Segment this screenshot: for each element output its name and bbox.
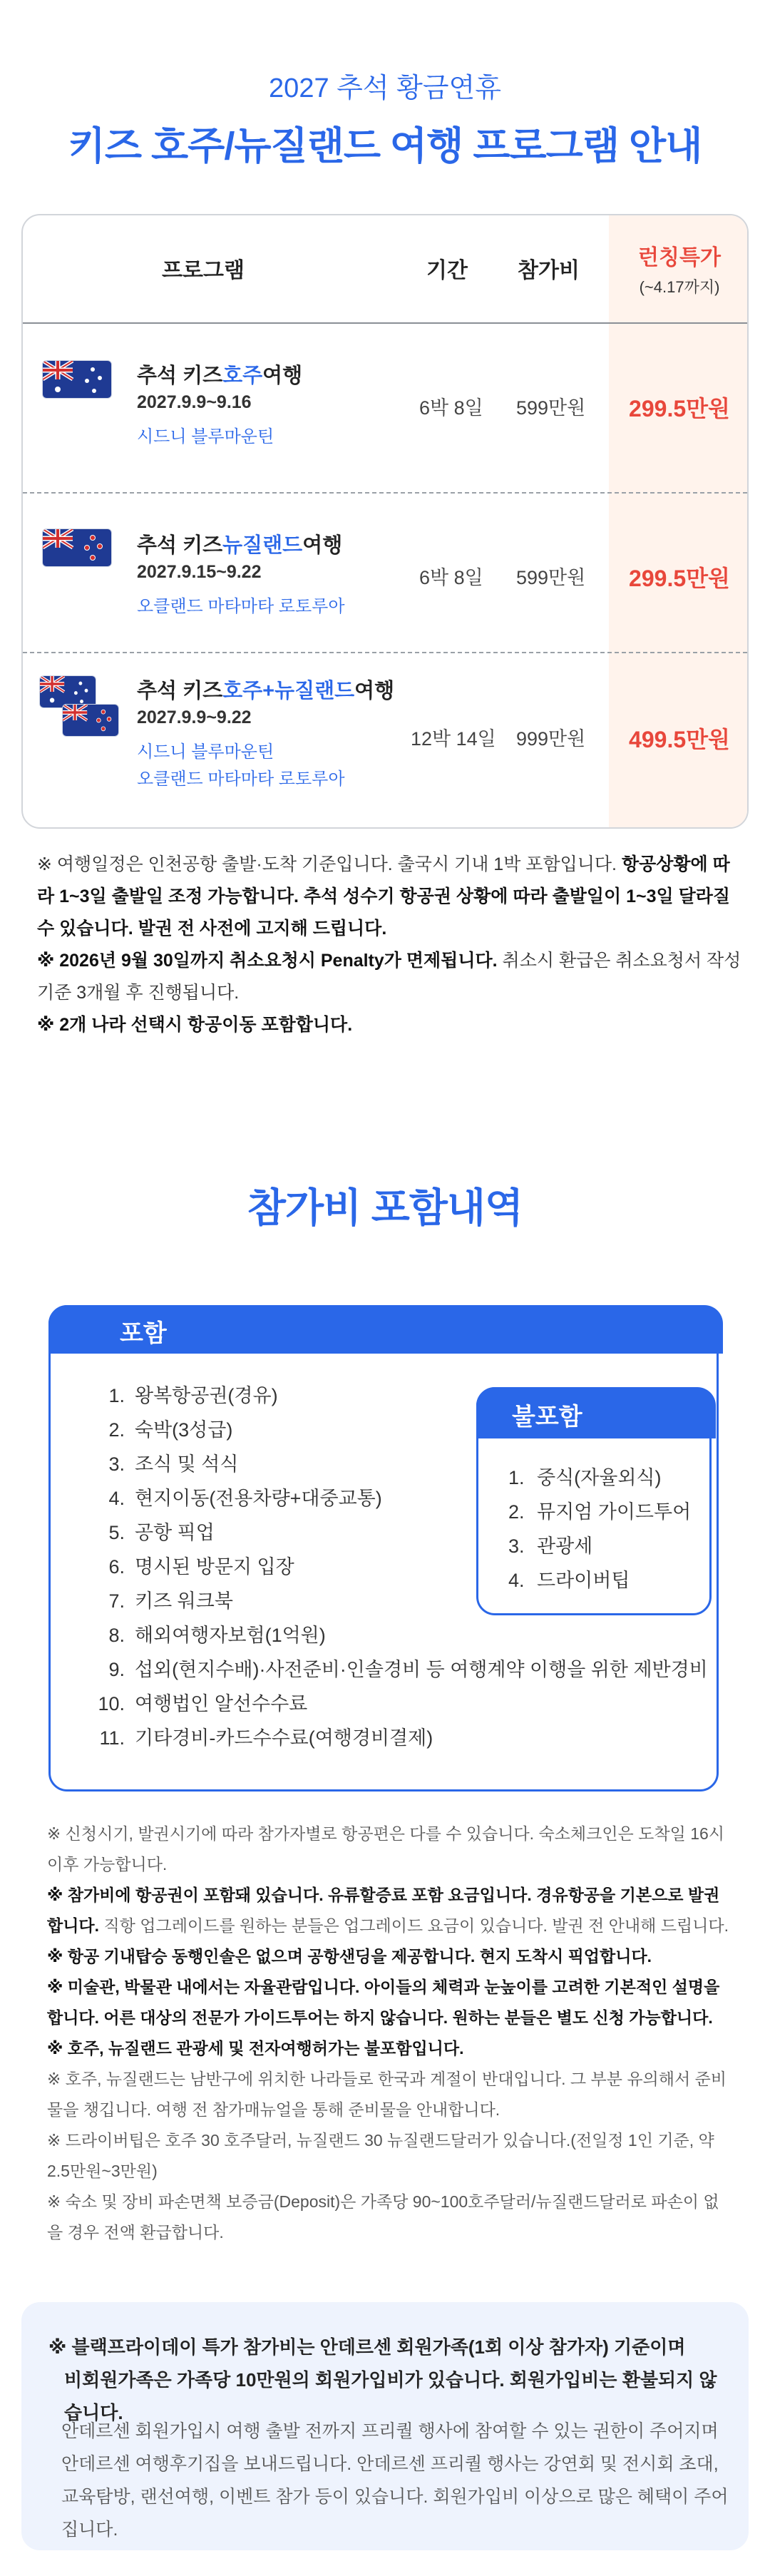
note-deposit: ※ 숙소 및 장비 파손면책 보증금(Deposit)은 가족당 90~100호주달러/뉴질랜드달러로 파손이 없을 경우 전액 환급합니다.: [47, 2192, 719, 2242]
page-subtitle: 2027 추석 황금연휴: [269, 73, 501, 103]
excluded-list: [508, 1461, 691, 1598]
row-price: 999만원: [516, 728, 586, 750]
header-program: 프로그램: [162, 259, 245, 282]
note-driver-tip: ※ 드라이버팁은 호주 30 호주달러, 뉴질랜드 30 뉴질랜드달러가 있습니다.(전일정 1인 기준, 약 2.5만원~3만원): [47, 2131, 714, 2180]
list-item: 2. 숙박(3성급): [108, 1419, 233, 1441]
included-header: [48, 1305, 723, 1354]
row-duration: 6박 8일: [419, 567, 483, 588]
inclusions-title: 참가비 포함내역: [247, 1185, 523, 1230]
excluded-header: [476, 1387, 716, 1438]
row-place: 오클랜드 마타마타 로토루아: [137, 597, 345, 616]
note-museum: ※ 미술관, 박물관 내에서는 자율관람입니다. 아이들의 체력과 눈높이를 고려한 기본적인 설명을 합니다. 어른 대상의 전문가 가이드투어는 하지 않습니다. 원하는 분들은 별도 신청 가능합니다.: [47, 1978, 720, 2027]
row-date: 2027.9.9~9.16: [137, 392, 252, 412]
table-row: [23, 653, 747, 829]
row-title: 추석 키즈뉴질랜드여행: [137, 534, 343, 557]
list-item: 3. 조식 및 석식: [108, 1453, 239, 1475]
row-launch-price: 499.5만원: [629, 727, 730, 752]
list-item: 2. 뮤지엄 가이드투어: [508, 1501, 692, 1523]
australia-flag-icon: [43, 361, 111, 398]
list-item: 5. 공항 픽업: [108, 1522, 215, 1543]
row-launch-price: 299.5만원: [629, 566, 730, 591]
note-schedule: ※ 여행일정은 인천공항 출발·도착 기준입니다. 출국시 기내 1박 포함입니다. 항공상황에 따라 1~3일 출발일 조정 가능합니다. 추석 성수기 항공권 상황에 따라 출발일이 1~3일 달라질 수 있습니다. 발권 전 사전에 고지해 드립니다.: [37, 854, 731, 939]
membership-benefits: 안데르센 회원가입시 여행 출발 전까지 프리퀄 행사에 참여할 수 있는 권한이 주어지며 안데르센 여행후기집을 보내드립니다. 안데르센 프리퀄 행사는 강연회 및 전시회 초대, 교육탐방, 랜선여행, 이벤트 참가 등이 있습니다. 회원가입비 이상으로 많은 혜택이 주어집니다.: [61, 2421, 729, 2540]
list-item: 11. 기타경비-카드수수료(여행경비결제): [99, 1727, 433, 1749]
note-escort: ※ 항공 기내탑승 동행인솔은 없으며 공항샌딩을 제공합니다. 현지 도착시 픽업합니다.: [47, 1947, 652, 1966]
header-launch-deadline: (~4.17까지): [639, 278, 720, 296]
row-place: 시드니 블루마운틴: [137, 427, 274, 446]
travel-notes: [47, 1819, 732, 2248]
note-cancellation: ※ 2026년 9월 30일까지 취소요청시 Penalty가 면제됩니다. 취소시 환급은 취소요청서 작성 기준 3개월 후 진행됩니다.: [37, 951, 741, 1003]
note-tourist-tax: ※ 호주, 뉴질랜드 관광세 및 전자여행허가는 불포함입니다.: [47, 2039, 464, 2058]
list-item: 4. 드라이버팁: [508, 1570, 630, 1591]
header-launch-price: 런칭특가: [638, 246, 721, 270]
program-table: [21, 214, 749, 829]
list-item: 1. 왕복항공권(경유): [108, 1385, 278, 1406]
membership-notice: ※ 블랙프라이데이 특가 참가비는 안데르센 회원가족(1회 이상 참가자) 기준이며 비회원가족은 가족당 10만원의 회원가입비가 있습니다. 회원가입비는 환불되지 않습니다.: [48, 2336, 717, 2423]
list-item: 3. 관광세: [508, 1535, 593, 1557]
australia-flag-icon: [40, 676, 96, 707]
row-date: 2027.9.15~9.22: [137, 562, 262, 582]
membership-box: [21, 2302, 749, 2550]
row-place: 시드니 블루마운틴: [137, 742, 274, 762]
excluded-box: [476, 1387, 712, 1615]
new-zealand-flag-icon: [43, 529, 111, 566]
header-price: 참가비: [518, 259, 580, 282]
included-label: 포함: [120, 1320, 167, 1347]
list-item: 10. 여행법인 알선수수료: [98, 1693, 308, 1714]
row-price: 599만원: [516, 397, 586, 419]
row-duration: 12박 14일: [411, 728, 496, 750]
row-title: 추석 키즈호주+뉴질랜드여행: [137, 680, 395, 702]
schedule-notes: [37, 849, 743, 1041]
list-item: 6. 명시된 방문지 입장: [108, 1556, 294, 1578]
list-item: 9. 섭외(현지수배)·사전준비·인솔경비 등 여행계약 이행을 위한 제반경비: [108, 1659, 708, 1680]
table-row: [23, 324, 747, 494]
table-header: [23, 215, 747, 324]
row-date: 2027.9.9~9.22: [137, 707, 252, 727]
note-flight-checkin: ※ 신청시기, 발권시기에 따라 참가자별로 항공편은 다를 수 있습니다. 숙소체크인은 도착일 16시 이후 가능합니다.: [47, 1824, 724, 1874]
table-row: [23, 494, 747, 652]
new-zealand-flag-icon: [63, 705, 118, 736]
list-item: 4. 현지이동(전용차량+대중교통): [108, 1488, 382, 1509]
list-item: 7. 키즈 워크북: [108, 1590, 233, 1612]
row-price: 599만원: [516, 567, 586, 588]
list-item: 8. 해외여행자보험(1억원): [108, 1625, 326, 1646]
note-airfare: ※ 참가비에 항공권이 포함돼 있습니다. 유류할증료 포함 요금입니다. 경유항공을 기본으로 발권합니다. 직항 업그레이드를 원하는 분들은 업그레이드 요금이 있습니다. 발권 전 안내해 드립니다.: [47, 1886, 729, 1935]
page-title: 키즈 호주/뉴질랜드 여행 프로그램 안내: [68, 125, 702, 168]
row-place: 오클랜드 마타마타 로토루아: [137, 770, 345, 789]
row-launch-price: 299.5만원: [629, 396, 730, 421]
note-two-countries: ※ 2개 나라 선택시 항공이동 포함합니다.: [37, 1015, 353, 1035]
note-season: ※ 호주, 뉴질랜드는 남반구에 위치한 나라들로 한국과 계절이 반대입니다. 그 부분 유의해서 준비물을 챙깁니다. 여행 전 참가매뉴얼을 통해 준비물을 안내합니다.: [47, 2070, 727, 2119]
row-duration: 6박 8일: [419, 397, 483, 419]
excluded-label: 불포함: [512, 1404, 582, 1431]
row-title: 추석 키즈호주여행: [137, 364, 303, 387]
list-item: 1. 중식(자율외식): [508, 1467, 662, 1488]
header-duration: 기간: [426, 259, 468, 282]
